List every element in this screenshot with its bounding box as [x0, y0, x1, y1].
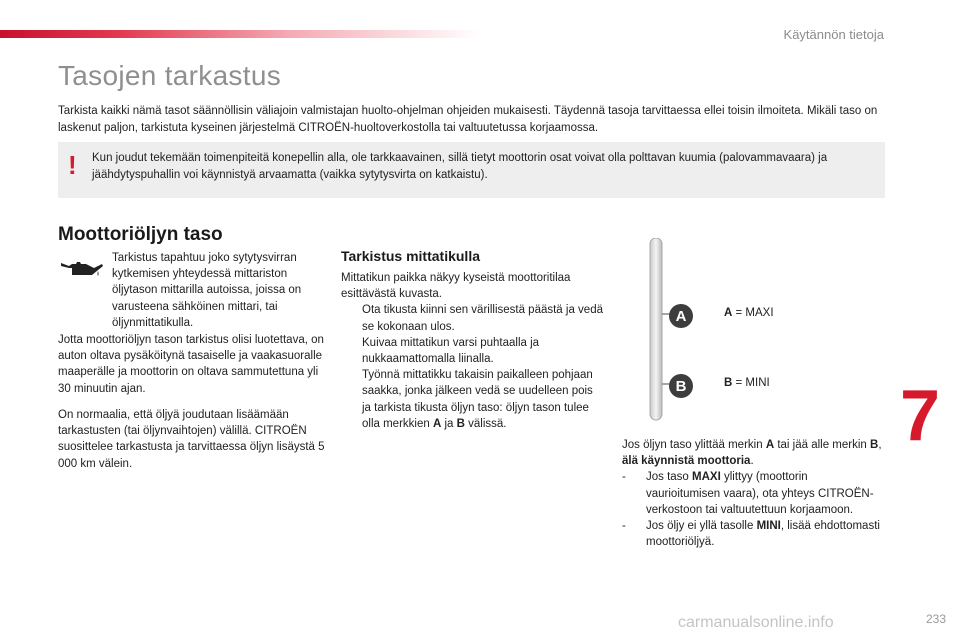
svg-text:B: B	[675, 378, 687, 395]
oil-paragraph-2: On normaalia, että öljyä joudutaan lisäämään tarkastusten (tai öljynvaihtojen) välillä. CITROËN suosittelee tarkastusta ja tarvittaessa öljyn lisäystä 5 000 km välein.	[58, 409, 325, 470]
watermark: carmanualsonline.info	[678, 614, 834, 631]
marker-a-label: A = MAXI	[724, 307, 774, 319]
marker-b-label: B = MINI	[724, 377, 770, 389]
level-list	[622, 469, 884, 550]
list-item: - Jos öljy ei yllä tasolle MINI, lisää ehdottomasti moottoriöljyä.	[622, 520, 880, 549]
list-item: Ota tikusta kiinni sen värillisestä päästä ja vedä se kokonaan ulos.	[362, 304, 603, 333]
header-accent-bar	[0, 30, 480, 38]
warning-text: Kun joudut tekemään toimenpiteitä konepellin alla, ole tarkkaavainen, sillä tietyt moottorin osat voivat olla polttavan kuumia (palovammavaara) ja jäähdytyspuhallin voi käynnistyä arvaamatta (vaikka sytytysvirta on katkaistu).	[92, 152, 828, 181]
list-item: Työnnä mittatikku takaisin paikalleen pohjaan saakka, jonka jälkeen vedä se uudelleen pois ja tarkista tikusta öljyn taso: öljyn tason tulee olla merkkien A ja B välissä.	[362, 369, 593, 430]
dipstick-column	[341, 270, 603, 432]
page-title: Tasojen tarkastus	[58, 60, 281, 91]
dipstick-intro: Mittatikun paikka näkyy kyseistä moottoritilaa esittävästä kuvasta.	[341, 272, 571, 301]
chapter-number: 7	[899, 376, 940, 456]
list-item: - Jos taso MAXI ylittyy (moottorin vaurioitumisen vaara), ota yhteys CITROËN-verkostoon tai valtuutettuun korjaamoon.	[622, 471, 874, 516]
oil-paragraph-1: Jotta moottoriöljyn tason tarkistus olisi luotettava, on auton oltava pysäköitynä tasaiselle ja vaakasuoralle maaperälle ja moottorin on oltava sammutettuna yli 30 minuutin ajan.	[58, 334, 324, 395]
oil-level-heading: Moottoriöljyn taso	[58, 224, 223, 245]
oil-intro-text: Tarkistus tapahtuu joko sytytysvirran kytkemisen yhteydessä mittariston öljytason mittarilla autoissa, joissa on varusteena sähköinen mittari, tai öljynmittatikulla.	[112, 252, 302, 329]
list-item: Kuivaa mittatikun varsi puhtaalla ja nukkaamattomalla liinalla.	[362, 336, 540, 366]
page-number: 233	[925, 612, 946, 626]
marker-a-icon	[668, 303, 694, 334]
dipstick-heading: Tarkistus mittatikulla	[341, 248, 481, 264]
intro-paragraph: Tarkista kaikki nämä tasot säännöllisin väliajoin valmistajan huolto-ohjelman ohjeiden mukaisesti. Täydennä tasoja tarvittaessa ellei toisin ilmoiteta. Mikäli taso on laskenut paljon, tarkistuta kyseinen järjestelmä CITROËN-huoltoverkostolla tai valtuutetussa korjaamossa.	[58, 105, 878, 134]
oil-can-icon	[60, 258, 104, 285]
dipstick-steps	[341, 302, 603, 432]
section-title: Käytännön tietoja	[783, 27, 884, 42]
marker-b-icon	[668, 373, 694, 404]
svg-text:A: A	[675, 308, 687, 325]
oil-level-column	[622, 437, 884, 550]
warning-icon: !	[68, 150, 77, 180]
level-paragraph: Jos öljyn taso ylittää merkin A tai jää alle merkin B, älä käynnistä moottoria.	[622, 439, 882, 468]
